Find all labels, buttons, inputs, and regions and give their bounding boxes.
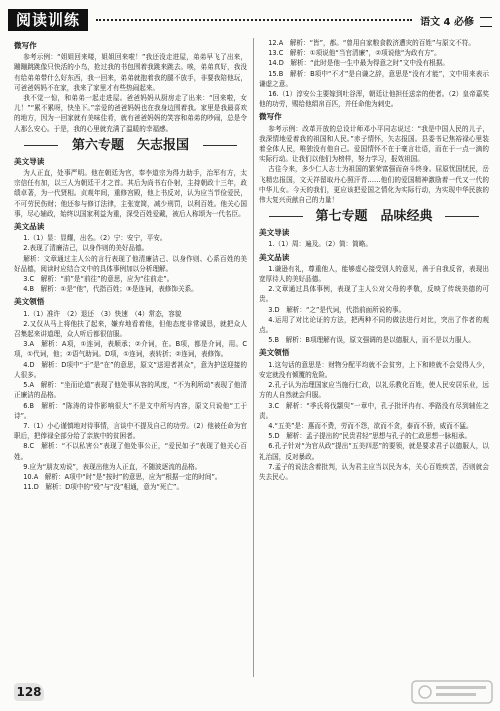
answer-paragraph: 参考示例：改革开放的总设计师邓小平同志说过：“我是中国人民的儿子，我深情地爱着我的祖国和人民。”赤子情怀，矢志报国。县委书记焦裕禄心里装着全体人民，唯独没有他自己。爱国情怀不在于豪言壮语，而在于一点一滴的实际行动。让我们以他们为榜样，努力学习，报效祖国。 [259,124,489,164]
section-logo: 阅读训练 [8,9,88,31]
answer-paragraph: 6.B 解析：“陈涛的诗作影响很大”不是文中所写内容，原文只说他“工于诗”。 [14,401,247,420]
section-heading: 美文品读 [14,222,45,232]
answer-paragraph: 1.这句话的意思是：财物分配平均就不会贫穷，上下和睦就不会觉得人少，安定就没有倾覆的危险。 [259,360,489,379]
answer-paragraph: 7.孟子的说法含着批判，认为君主应当以民为本，关心百姓疾苦，否则就会失去民心。 [259,462,489,481]
section-heading: 美文导读 [259,228,290,238]
answer-paragraph: 4.B 解析：①是“他”，代指百姓；③是连词，表修饰关系。 [23,285,198,294]
answer-paragraph: 参考示例：“姐姐回来喽，姐姐回来啦！”我还没走进屋，弟弟早飞了出来，蹦蹦跳跳像只快活的小鸟，抢过我的书包围着我跳来跳去。唉，弟弟真好，我没有给弟弟带什么好东西，我一回来，弟弟就抱着我的腿不放手，非要我陪他玩，可爸爸妈妈不在家，我来了家里才有些热闹起来。 [14,53,247,92]
answer-paragraph: 8.C 解析：“不以私害公”表现了他处事公正，“爱民如子”表现了他关心百姓。 [14,442,247,461]
answer-paragraph: 4.D 解析：D项中“于”是“在”的意思，原文“送迎者甚众”，意为护送迎接的人很多。 [14,360,247,379]
section-heading: 美文品读 [259,252,290,262]
answer-paragraph: 11.D 解析：D项中的“殁”与“没”相通，意为“死亡”。 [23,483,184,492]
answer-paragraph: 2.文章通过具体事例，表现了主人公对父母的孝敬，反映了传统美德的可贵。 [259,285,489,304]
answer-paragraph: 16.（1）淳安公主要嫁到吐谷浑，朝廷让他担任送亲的使者。（2）皇帝嘉奖他的功劳，赐给他绢帛百匹，并任命他为刺史。 [259,90,489,109]
page-number: 128 [14,683,44,701]
subject-text: 语文 4 必修 [420,16,474,28]
answer-paragraph: 3.D 解析：“之”是代词，代指前面所说的事。 [268,305,406,314]
answer-paragraph: 3.C 解析：“季氏将伐颛臾”一章中，孔子批评冉有、季路没有尽到辅佐之责。 [259,401,489,420]
answer-paragraph: 1.（1）显：显耀，出名。（2）宁：安宁，平安。 [23,234,167,243]
answer-paragraph: 古往今来，多少仁人志士为祖国的繁荣富强而奋斗终身。屈原忧国忧民，岳飞精忠报国，文天祥留取丹心照汗青……他们的爱国精神激励着一代又一代的中华儿女。今天的我们，更应该把爱国之情化为实际行动，为实现中华民族的伟大复兴贡献自己的力量！ [259,165,489,205]
left-column [14,38,247,675]
answer-paragraph: 14.D 解析：“此时是他一生中最为得意之时”文中没有根据。 [268,59,449,68]
chapter-title: 第七专题 品味经典 [259,209,489,225]
answer-paragraph: 3.C 解析：“前”是“前往”的意思，应为“往前走”。 [23,275,174,284]
subject-label [420,13,492,28]
watermark-logo-icon [410,677,494,707]
answer-paragraph: 1.（1）准许 （2）退还 （3）快速 （4）常态，容貌 [23,309,182,318]
answer-paragraph: 6.孔子针对“为官从政”提出“五美四恶”的要领，就是要求君子以德服人，以礼治国，反对暴政。 [259,442,489,461]
answer-paragraph: 为人正直，处事严明。他在朝廷为官，奉李道宗为得力助手，治军有方，太宗信任有加，以三人为朝廷干才之首。其后为尚书右仆射，主持朝政十三年，政绩卓著，为一代贤相。贞观年间，重修宫殿，他上书反对，认为应当节俭爱民，不可劳民伤财；他还参与修订法律，主张宽简，减少刑罚，以利百姓。他关心国事，尽心辅政，始终以国家利益为重，深受百姓爱戴，被后人称颂为一代名臣。 [14,169,247,218]
page-header [8,8,492,32]
section-heading: 微写作 [259,112,282,122]
answer-paragraph: 15.B 解析：B项中“不才”是自谦之辞，意思是“没有才能”，文中用来表示谦虚之意。 [259,69,489,88]
chapter-title: 第六专题 矢志报国 [14,138,247,154]
answer-paragraph: 2.表现了清廉洁己，以身作则的美好品德。 [23,244,149,253]
column-divider [253,38,254,677]
answer-paragraph: 4.运用了对比论证的方法，把两种不同的做法进行对比，突出了作者的观点。 [259,315,489,335]
answer-paragraph: 13.C 解析：①项说他“当官清廉”，②项说他“为政有方”。 [268,49,441,58]
answer-paragraph: 5.A 解析：“坐而论道”表现了他处事从容的风度，“不为利所动”表现了他清正廉洁的品格。 [14,381,247,400]
answer-paragraph: 3.A 解析：A项，①连词，表顺承；②介词，在。B项，都是介词，用。C项，①代词，他；②语气助词。D项，①连词，表转折；②连词，表修饰。 [14,340,247,359]
answer-paragraph: 9.应为“朋友劝说”，表现出他为人正直，不随波逐流的品格。 [23,462,202,471]
answer-paragraph: 2.孔子认为治理国家应当施行仁政，以礼乐教化百姓，使人民安居乐业，远方的人自然就会归服。 [259,381,489,400]
answer-paragraph: 10.A 解析：A项中“时”是“按时”的意思，应为“根据一定的时间”。 [23,472,222,481]
section-heading: 美文领悟 [259,348,290,358]
answer-paragraph: 1.（1）周：遍及。（2）简：简略。 [268,240,372,249]
section-heading: 美文领悟 [14,297,45,307]
subject-separator [480,17,492,27]
answer-paragraph: 4.“五美”是：惠而不费，劳而不怨，欲而不贪，泰而不骄，威而不猛。 [268,421,473,430]
answer-paragraph: 5.B 解析：B项理解有误，原文强调的是以德服人，而不是以力服人。 [268,336,475,345]
section-heading: 美文导读 [14,156,45,166]
answer-paragraph: 5.D 解析：孟子提出的“民贵君轻”思想与孔子的仁政思想一脉相承。 [268,432,472,441]
header-rule [96,19,412,21]
answer-paragraph: 2.又仅从马上将他扶了起来，嫌弃地看着他，但他态度非常诚恳，就把众人召集起来讲道理，众人听后都很信服。 [14,319,247,339]
section-heading: 微写作 [14,41,37,50]
answer-paragraph: 12.A 解析：“皆”，都。“曾用自家粮食救济遭灾的百姓”与原文不符。 [268,39,475,47]
answer-paragraph: 7.（1）小心谨慎地对待事情，言谈中不提及自己的功劳。（2）他被任命为官职后，把俸禄全部分给了亲族中的贫困者。 [14,421,247,441]
answer-paragraph: 解析：文章通过主人公的言行表现了他清廉洁己、以身作则、心系百姓的美好品德，阅读时应结合文中的具体事例加以分析理解。 [14,254,247,273]
answer-paragraph: 我不觉一惊，和弟弟一起走进屋。爸爸妈妈从厨房走了出来：“回来啦，女儿！”“累不累呀，快坐下。”亲爱的爸爸妈妈也在我身边围着我。家里是我最喜欢的地方，因为一回家就有美味佳肴，就有爸爸妈妈的笑容和弟弟的吵闹，总是令人那么安心。于是，我的心里就充满了温暖的幸福感。 [14,94,247,133]
answer-paragraph: 1.谦逊有礼，尊重他人，能够虚心接受别人的意见，善于自我反省，表现出宽厚待人的美好品德。 [259,264,489,284]
right-column [259,38,489,675]
